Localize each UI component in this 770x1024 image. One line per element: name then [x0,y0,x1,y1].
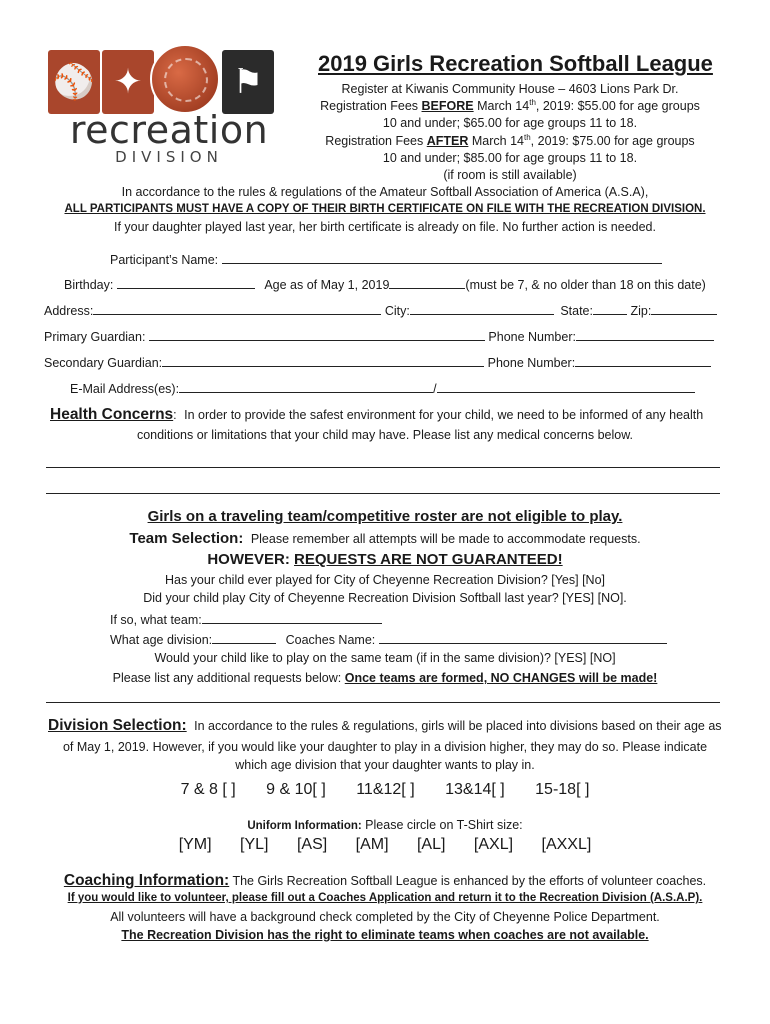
coaching-volunteer: If you would like to volunteer, please fill out a Coaches Application and return it to the Recreation Division (A.S.A.P). [67,892,703,904]
team-question-2: Did your child play City of Cheyenne Recreation Division Softball last year? [YES] [NO]. [143,591,627,605]
what-team-label: If so, what team: [110,613,202,627]
health-line-1[interactable] [46,467,720,468]
batter-icon: ⚾ [48,50,100,114]
health-title: Health Concerns [50,406,174,423]
age-label: Age as of May 1, 2019 [264,278,390,292]
division-text-1: In accordance to the rules & regulations, girls will be placed into divisions based on their age as [194,719,722,733]
fielder-icon: ⚑ [222,50,274,114]
header-line-register: Register at Kiwanis Community House – 4603 Lions Park Dr. [341,82,679,96]
primary-guardian-field[interactable] [149,328,485,341]
logo-word: recreation [69,108,269,152]
size-as[interactable]: [AS] [296,836,328,853]
header-line-fees-after: Registration Fees AFTER March 14th, 2019: $75.00 for age groups [325,133,695,149]
however-row: HOWEVER: REQUESTS ARE NOT GUARANTEED! [207,551,563,568]
coaching-background-check: All volunteers will have a background check completed by the City of Cheyenne Police Department. [110,910,660,924]
age-division-row [110,631,667,647]
additional-requests-line[interactable] [46,702,720,703]
coaching-row [0,872,770,890]
division-title: Division Selection: [48,717,187,734]
softball-icon [150,44,220,114]
health-text-1: In order to provide the safest environment for your child, we need to be informed of any health [184,408,704,422]
ineligible-notice: Girls on a traveling team/competitive roster are not eligible to play. [147,508,623,525]
email-field-2[interactable] [437,380,695,393]
primary-guardian-label: Primary Guardian: [44,330,146,344]
coaching-eliminate-notice: The Recreation Division has the right to eliminate teams when coaches are not available. [121,928,649,942]
division-heading-row [48,717,722,735]
city-label: City: [384,304,410,318]
email-separator: / [433,382,437,396]
email-label: E-Mail Address(es): [70,382,180,396]
team-selection-text: Please remember all attempts will be made to accommodate requests. [250,532,641,546]
uniform-label: Uniform Information: [247,820,362,832]
not-guaranteed: REQUESTS ARE NOT GUARANTEED! [294,551,563,568]
size-al[interactable]: [AL] [416,836,446,853]
size-ym[interactable]: [YM] [178,836,212,853]
primary-phone-label: Phone Number: [488,330,576,344]
birthday-field[interactable] [117,276,255,289]
coaches-name-field[interactable] [379,631,667,644]
participant-name-row [110,251,662,267]
uniform-text: Please circle on T-Shirt size: [361,818,523,832]
team-selection-title: Team Selection: [129,530,244,547]
city-field[interactable] [410,302,554,315]
secondary-phone-label: Phone Number: [487,356,576,370]
size-axl[interactable]: [AXL] [473,836,514,853]
address-row [44,302,717,318]
secondary-guardian-field[interactable] [162,354,484,367]
zip-field[interactable] [651,302,717,315]
uniform-row [0,818,770,832]
rules-line-1: In accordance to the rules & regulations of the Amateur Softball Association of America (A.S.A), [121,185,649,199]
player-icon: ✦ [102,50,154,114]
age-division-field[interactable] [212,631,276,644]
health-line-2[interactable] [46,493,720,494]
page-title: 2019 Girls Recreation Softball League [318,51,713,76]
rules-line-2: ALL PARTICIPANTS MUST HAVE A COPY OF THEIR BIRTH CERTIFICATE ON FILE WITH THE RECREATION DIVISION. [64,203,706,215]
recreation-division-logo [44,44,294,168]
same-team-question: Would your child like to play on the same team (if in the same division)? [YES] [NO] [154,651,616,665]
health-text-2: conditions or limitations that your child may have. Please list any medical concerns below. [136,428,634,442]
what-team-field[interactable] [202,611,382,624]
participant-name-label: Participant’s Name: [110,253,219,267]
age-division-label: What age division: [110,633,213,647]
header-line-fees-before: Registration Fees BEFORE March 14th, 2019: $55.00 for age groups [320,98,700,114]
rules-line-3: If your daughter played last year, her birth certificate is already on file. No further action is needed. [114,220,656,234]
logo-sub: DIVISION [115,148,223,166]
header-line-under-10: 10 and under; $65.00 for age groups 11 to 18. [382,116,638,130]
secondary-guardian-row [44,354,711,370]
email-row [70,380,695,396]
zip-label: Zip: [630,304,652,318]
address-field[interactable] [93,302,381,315]
division-option-9-10[interactable]: 9 & 10[ ] [266,781,326,798]
division-text-3: which age division that your daughter wants to play in. [235,758,535,772]
size-am[interactable]: [AM] [355,836,389,853]
what-team-row [110,611,382,627]
no-changes-notice: Once teams are formed, NO CHANGES will be made! [344,671,658,685]
primary-guardian-row [44,328,714,344]
birthday-label: Birthday: [64,278,114,292]
secondary-phone-field[interactable] [575,354,711,367]
division-option-13-14[interactable]: 13&14[ ] [445,781,505,798]
participant-name-field[interactable] [222,251,662,264]
coaches-name-label: Coaches Name: [285,633,376,647]
header-line-under-10b: 10 and under; $85.00 for age groups 11 to 18. [382,151,638,165]
coaching-text: The Girls Recreation Softball League is enhanced by the efforts of volunteer coaches. [229,874,707,888]
division-option-15-18[interactable]: 15-18[ ] [535,781,590,798]
age-field[interactable] [389,276,465,289]
size-axxl[interactable]: [AXXL] [541,836,592,853]
division-option-11-12[interactable]: 11&12[ ] [356,781,415,798]
coaching-title: Coaching Information: [63,872,230,889]
division-options [0,781,770,799]
size-yl[interactable]: [YL] [240,836,269,853]
state-field[interactable] [593,302,627,315]
team-selection-row [0,530,770,547]
secondary-guardian-label: Secondary Guardian: [44,356,163,370]
additional-requests-row: Please list any additional requests below: Once teams are formed, NO CHANGES will be made! [112,671,658,685]
health-heading-row: Health Concerns: In order to provide the safest environment for your child, we need to be informed of any health [50,406,704,423]
primary-phone-field[interactable] [576,328,714,341]
header-line-room: (if room is still available) [443,168,577,182]
birthday-row [64,276,706,292]
size-options [0,836,770,854]
state-label: State: [560,304,593,318]
division-text-2: of May 1, 2019. However, if you would like your daughter to play in a division higher, they may do so. Please indicate [62,740,708,754]
email-field-1[interactable] [179,380,433,393]
address-label: Address: [44,304,94,318]
team-question-1: Has your child ever played for City of Cheyenne Recreation Division? [Yes] [No] [164,573,606,587]
age-note: (must be 7, & no older than 18 on this date) [465,278,706,292]
division-option-7-8[interactable]: 7 & 8 [ ] [180,781,236,798]
